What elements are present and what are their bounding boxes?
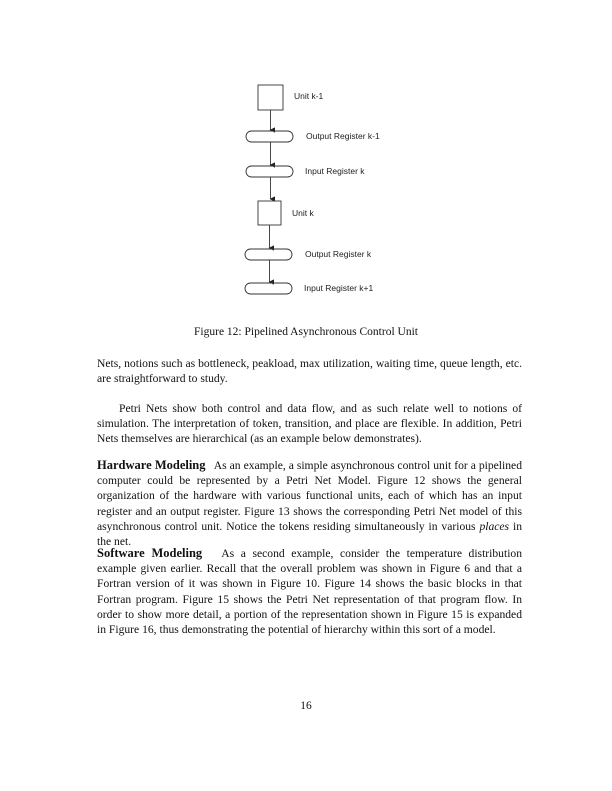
diagram-svg <box>0 0 612 310</box>
hardware-modeling-section <box>97 458 522 549</box>
section-heading: Hardware Modeling <box>97 458 206 472</box>
unit-box <box>258 85 283 110</box>
section-text: As a second example, consider the temperature distribution example given earlier. Recall that the overall problem was shown in Figure 6 and that a Fortran version of it was shown in Figure 10. Figure 14 shows the basic blocks in that Fortran program. Figure 15 shows the Petri Net representation of that program flow. In order to show more detail, a portion of the representation shown in Figure 15 is expanded in Figure 16, thus demonstrating the potential of hierarchy within this sort of a model. <box>97 547 523 637</box>
section-text: As an example, a simple asynchronous control unit for a pipelined computer could be represented by a Petri Net Model. Figure 12 shows the general organization of the hardware with various functional units, each of which has an input register and an output register. Figure 13 shows the corresponding Petri Net model of this asynchronous control unit. Notice the tokens residing simultaneously in various <box>97 459 522 533</box>
page-number: 16 <box>300 700 312 712</box>
software-modeling-section <box>97 546 522 637</box>
node-label: Input Register k+1 <box>304 283 374 293</box>
register-place <box>245 283 292 294</box>
paragraph: Nets, notions such as bottleneck, peakload, max utilization, waiting time, queue length, etc. are straightforward to study. <box>97 357 522 386</box>
node-label: Output Register k-1 <box>306 131 380 141</box>
figure-caption: Figure 12: Pipelined Asynchronous Control Unit <box>194 326 418 338</box>
node-label: Unit k-1 <box>294 91 324 101</box>
node-label: Input Register k <box>305 166 365 176</box>
register-place <box>245 249 292 260</box>
register-place <box>246 131 293 142</box>
paragraph: Petri Nets show both control and data flow, and as such relate well to notions of simulation. The interpretation of token, transition, and place are flexible. In addition, Petri Nets themselves are hierarchical (as an example below demonstrates). <box>97 402 522 446</box>
node-label: Unit k <box>292 208 314 218</box>
figure-12-diagram <box>0 0 612 310</box>
unit-box <box>258 201 281 225</box>
section-text: in the net. <box>97 519 522 549</box>
register-place <box>246 166 293 177</box>
node-label: Output Register k <box>305 249 372 259</box>
section-heading: Software Modeling <box>97 546 203 560</box>
emphasized-term: places <box>479 519 510 533</box>
